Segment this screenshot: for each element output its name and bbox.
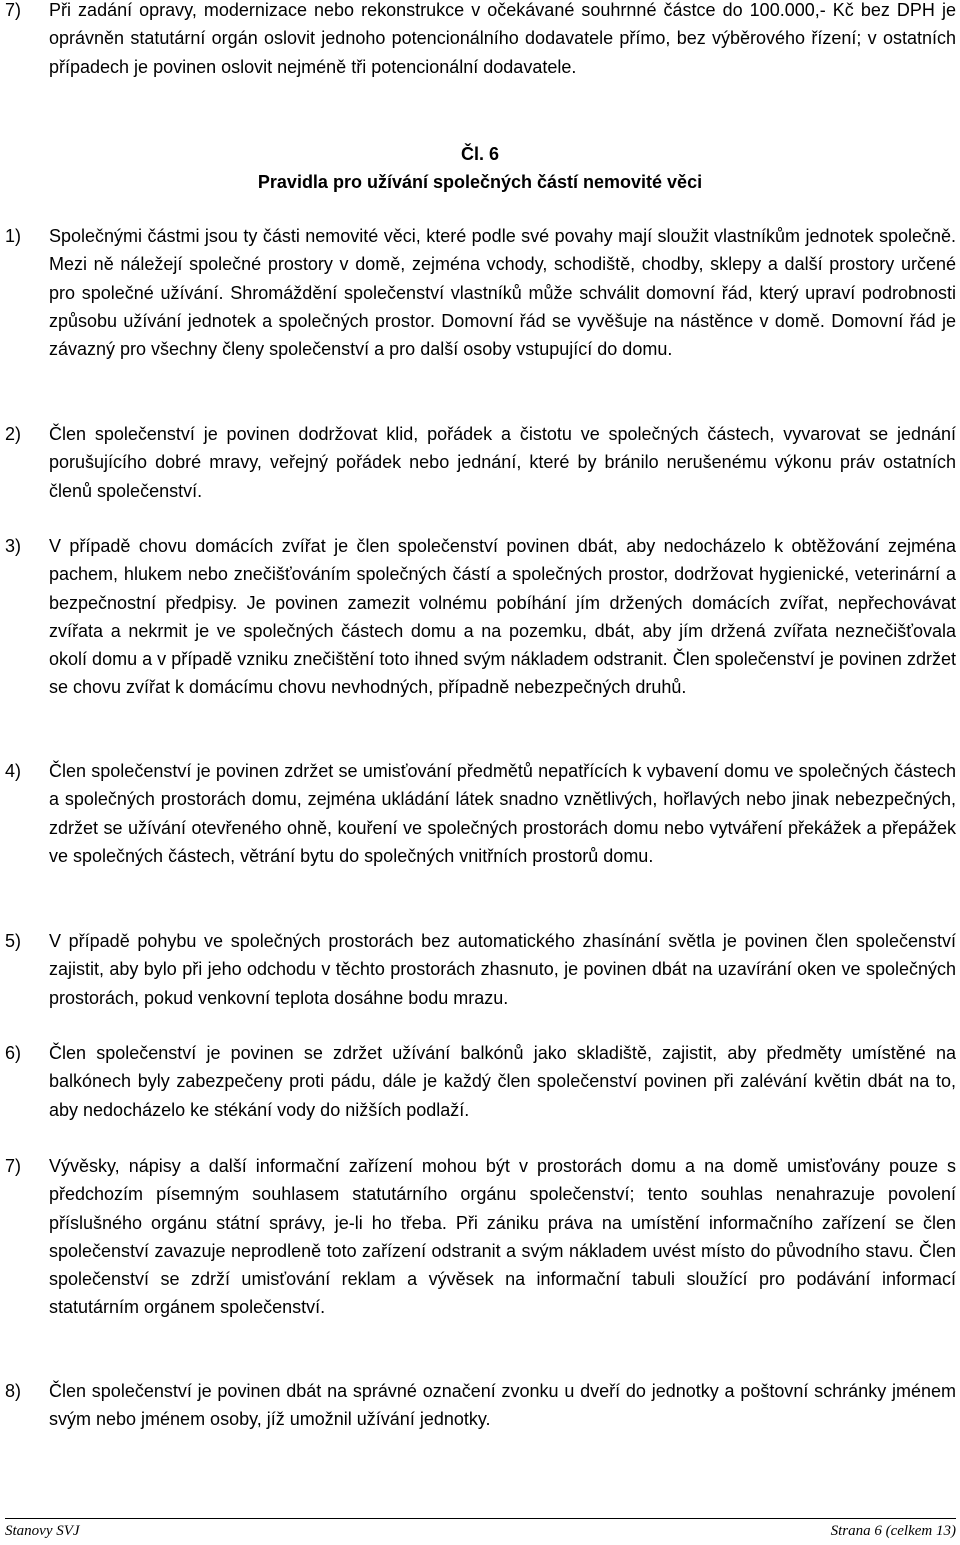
list-number: 5): [5, 931, 22, 951]
list-item-6: [5, 1039, 956, 1124]
list-item-7: [5, 1152, 956, 1322]
list-text: V případě chovu domácích zvířat je člen společenství povinen dbát, aby nedocházelo k obtěžování zejména pachem, hlukem nebo znečišťováním společných částí a společných prostor, dodržovat hygienické, veterinární a bezpečnostní předpisy. Je povinen zamezit volnému pobíhání jím držených domácích zvířat, nepřechovávat zvířata a nekrmit je ve společných částech domu a na pozemku, dbát, aby jím držená zvířata neznečišťovala okolí domu a v případě vzniku znečištění toto ihned svým nákladem odstranit. Člen společenství je povinen zdržet se chovu zvířat k domácímu chovu nevhodných, případně nebezpečných druhů.: [49, 536, 956, 698]
list-number: 1): [5, 226, 22, 246]
list-text: Vývěsky, nápisy a další informační zařízení mohou být v prostorách domu a na domě umisťovány pouze s předchozím písemným souhlasem statutárního orgánu společenství; tento souhlas nenahrazuje povolení příslušného orgánu státní správy, je-li ho třeba. Při zániku práva na umístění informačního zařízení se člen společenství zavazuje neprodleně toto zařízení odstranit a svým nákladem uvést místo do původního stavu. Člen společenství se zdrží umisťování reklam a vývěsek na informační tabuli sloužící pro podávání informací statutárním orgánem společenství.: [49, 1156, 956, 1318]
article-number: Čl. 6: [460, 144, 499, 164]
list-text: Společnými částmi jsou ty části nemovité věci, které podle své povahy mají sloužit vlastníkům jednotek společně. Mezi ně náležejí společné prostory v domě, zejména vchody, schodiště, chodby, sklepy a další prostory určené pro společné užívání. Shromáždění společenství vlastníků může schválit domovní řád, který upraví podrobnosti způsobu užívání jednotek a společných prostor. Domovní řád se vyvěšuje na nástěnce v domě. Domovní řád je závazný pro všechny členy společenství a pro další osoby vstupující do domu.: [49, 226, 956, 360]
list-number: 8): [5, 1381, 22, 1401]
footer-divider: [5, 1518, 956, 1519]
list-item-4: [5, 757, 956, 870]
footer-page-number: Strana 6 (celkem 13): [830, 1523, 956, 1539]
list-text: Člen společenství je povinen dbát na správné označení zvonku u dveří do jednotky a poštovní schránky jménem svým nebo jménem osoby, jíž umožnil užívání jednotky.: [49, 1381, 956, 1430]
list-number: 3): [5, 536, 22, 556]
list-text: V případě pohybu ve společných prostorách bez automatického zhasínání světla je povinen člen společenství zajistit, aby bylo při jeho odchodu v těchto prostorách zhasnuto, je povinen dbát na uzavírání oken ve společných prostorách, pokud venkovní teplota dosáhne bodu mrazu.: [49, 931, 956, 1008]
list-number: 2): [5, 424, 22, 444]
list-item-1: [5, 222, 956, 363]
list-number: 4): [5, 761, 22, 781]
list-text: Člen společenství je povinen dodržovat klid, pořádek a čistotu ve společných částech, vyvarovat se jednání porušujícího dobré mravy, veřejný pořádek nebo jednání, které by bránilo nerušenému výkonu práv ostatních členů společenství.: [49, 424, 956, 501]
list-item-5: [5, 927, 956, 1012]
list-item-prev-7: [5, 0, 956, 81]
list-number: 7): [5, 1156, 22, 1176]
list-text: Při zadání opravy, modernizace nebo rekonstrukce v očekávané souhrnné částce do 100.000,- Kč bez DPH je oprávněn statutární orgán oslovit jednoho potencionálního dodavatele přímo, bez výběrového řízení; v ostatních případech je povinen oslovit nejméně tři potencionální dodavatele.: [49, 0, 956, 77]
article-title: Pravidla pro užívání společných částí nemovité věci: [257, 172, 703, 192]
footer-document-title: Stanovy SVJ: [5, 1523, 80, 1539]
list-number: 7): [5, 0, 22, 20]
list-item-8: [5, 1377, 956, 1434]
list-number: 6): [5, 1043, 22, 1063]
list-item-2: [5, 420, 956, 505]
list-item-3: [5, 532, 956, 702]
list-text: Člen společenství je povinen se zdržet užívání balkónů jako skladiště, zajistit, aby předměty umístěné na balkónech byly zabezpečeny proti pádu, dále je každý člen společenství povinen při zalévání květin dbát na to, aby nedocházelo ke stékání vody do nižších podlaží.: [49, 1043, 956, 1120]
list-text: Člen společenství je povinen zdržet se umisťování předmětů nepatřících k vybavení domu ve společných částech a společných prostorách domu, zejména ukládání látek snadno vznětlivých, hořlavých nebo jinak nebezpečných, zdržet se užívání otevřeného ohně, kouření ve společných prostorách domu nebo vytváření překážek a přepážek ve společných částech, větrání bytu do společných vnitřních prostorů domu.: [49, 761, 956, 866]
